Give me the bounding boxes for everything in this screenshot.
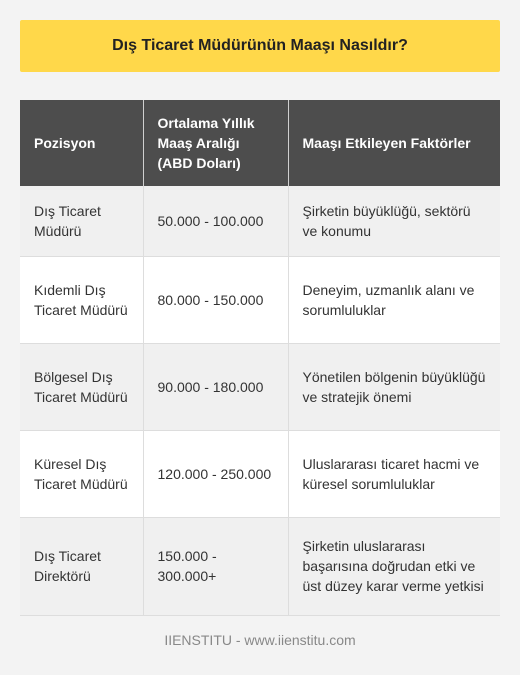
table-row bbox=[20, 430, 500, 517]
header-position: Pozisyon bbox=[20, 100, 143, 186]
table-header-row bbox=[20, 100, 500, 186]
header-salary-range: Ortalama Yıllık Maaş Aralığı (ABD Doları) bbox=[143, 100, 288, 186]
cell-factors: Şirketin büyüklüğü, sektörü ve konumu bbox=[288, 186, 500, 256]
cell-position: Bölgesel Dış Ticaret Müdürü bbox=[20, 343, 143, 430]
page-title: Dış Ticaret Müdürünün Maaşı Nasıldır? bbox=[112, 37, 408, 54]
cell-salary-range: 150.000 - 300.000+ bbox=[143, 517, 288, 615]
cell-salary-range: 90.000 - 180.000 bbox=[143, 343, 288, 430]
table-row bbox=[20, 256, 500, 343]
salary-table bbox=[20, 100, 500, 616]
table-row bbox=[20, 517, 500, 615]
header-factors: Maaşı Etkileyen Faktörler bbox=[288, 100, 500, 186]
cell-salary-range: 120.000 - 250.000 bbox=[143, 430, 288, 517]
table-row bbox=[20, 186, 500, 256]
cell-position: Kıdemli Dış Ticaret Müdürü bbox=[20, 256, 143, 343]
cell-factors: Yönetilen bölgenin büyüklüğü ve stratejik önemi bbox=[288, 343, 500, 430]
cell-position: Küresel Dış Ticaret Müdürü bbox=[20, 430, 143, 517]
cell-position: Dış Ticaret Müdürü bbox=[20, 186, 143, 256]
cell-salary-range: 50.000 - 100.000 bbox=[143, 186, 288, 256]
title-banner bbox=[20, 20, 500, 72]
cell-salary-range: 80.000 - 150.000 bbox=[143, 256, 288, 343]
table-row bbox=[20, 343, 500, 430]
cell-factors: Şirketin uluslararası başarısına doğrudan etki ve üst düzey karar verme yetkisi bbox=[288, 517, 500, 615]
cell-factors: Deneyim, uzmanlık alanı ve sorumluluklar bbox=[288, 256, 500, 343]
footer-credit: IIENSTITU - www.iienstitu.com bbox=[164, 632, 356, 648]
cell-position: Dış Ticaret Direktörü bbox=[20, 517, 143, 615]
cell-factors: Uluslararası ticaret hacmi ve küresel sorumluluklar bbox=[288, 430, 500, 517]
